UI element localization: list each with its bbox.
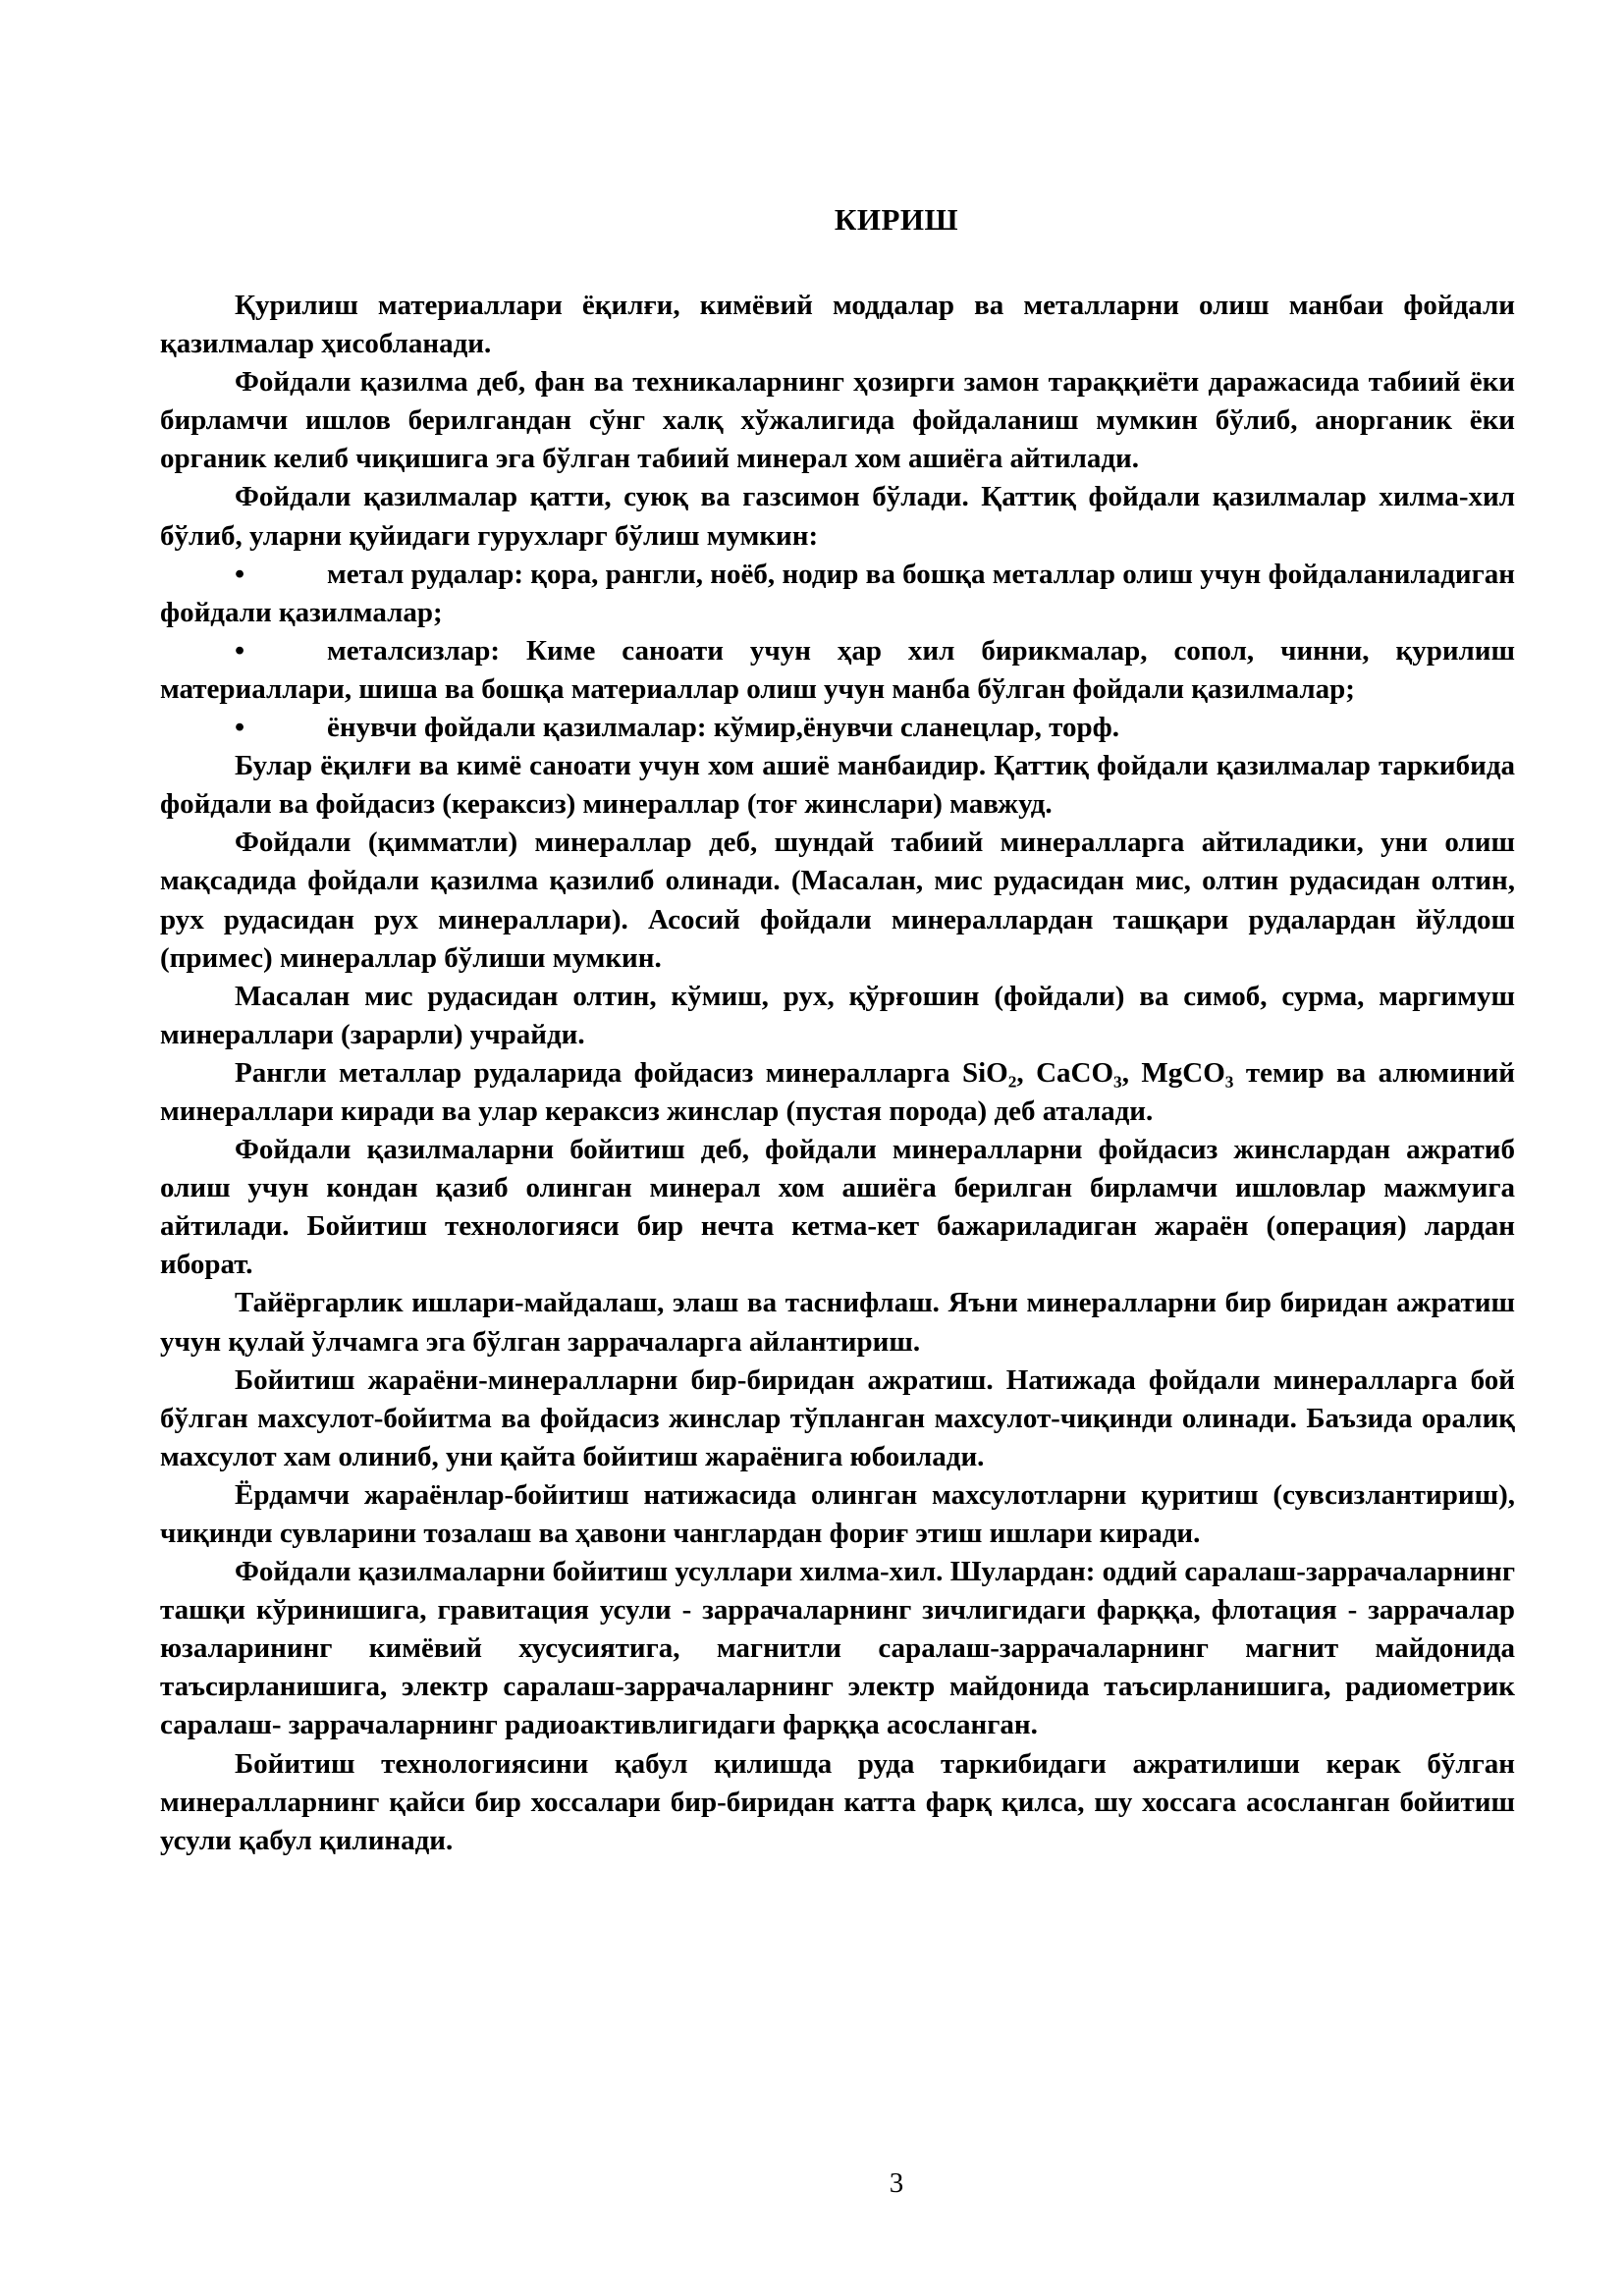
paragraph: Фойдали қазилма деб, фан ва техникаларнинг ҳозирги замон тараққиёти даражасида табиий ёки бирламчи ишлов берилгандан сўнг халқ хўжалигида фойдаланиш мумкин бўлиб, анорганик ёки органик келиб чиқишига эга бўлган табиий минерал хом ашиёга айтилади. bbox=[160, 366, 1515, 475]
page-number: 3 bbox=[889, 2167, 904, 2199]
paragraph: Фойдали қазилмалар қатти, суюқ ва газсимон бўлади. Қаттиқ фойдали қазилмалар хилма-хил бўлиб, уларни қуйидаги гурухларг бўлиш мумкин: bbox=[160, 481, 1515, 552]
bullet-item bbox=[160, 632, 1515, 709]
bullet-item bbox=[160, 556, 1515, 632]
document-body bbox=[160, 287, 1515, 1860]
bullet-text: метал рудалар: қора, рангли, ноёб, нодир ва бошқа металлар олиш учун фойдаланиладиган фойдали қазилмалар; bbox=[160, 558, 1515, 628]
paragraph: Фойдали қазилмаларни бойитиш деб, фойдали минералларни фойдасиз жинслардан ажратиб олиш учун кондан қазиб олинган минерал хом ашиёга берилган бирламчи ишловлар мажмуига айтилади. Бойитиш технологияси бир нечта кетма-кет бажариладиган жараён (операция) лардан иборат. bbox=[160, 1134, 1515, 1281]
bullet-icon: • bbox=[235, 712, 245, 744]
bullet-item bbox=[160, 709, 1515, 747]
bullet-text: ёнувчи фойдали қазилмалар: кўмир,ёнувчи сланецлар, торф. bbox=[327, 712, 1119, 744]
paragraph: Булар ёқилғи ва кимё саноати учун хом ашиё манбаидир. Қаттиқ фойдали қазилмалар таркибида фойдали ва фойдасиз (кераксиз) минераллар (тоғ жинслари) мавжуд. bbox=[160, 750, 1515, 821]
page-title: КИРИШ bbox=[834, 202, 959, 237]
paragraph: Ёрдамчи жараёнлар-бойитиш натижасида олинган махсулотларни қуритиш (сувсизлантириш), чиқинди сувларини тозалаш ва ҳавони чанглардан фориғ этиш ишлари киради. bbox=[160, 1478, 1515, 1549]
paragraph: Бойитиш технологиясини қабул қилишда руда таркибидаги ажратилиши керак бўлган минералларнинг қайси бир хоссалари бир-биридан катта фарқ қилса, шу хоссага асосланган бойитиш усули қабул қилинади. bbox=[160, 1747, 1515, 1856]
bullet-icon: • bbox=[235, 634, 245, 667]
paragraph: Фойдали (қимматли) минераллар деб, шундай табиий минералларга айтиладики, уни олиш мақсадида фойдали қазилма қазилиб олинади. (Масалан, мис рудасидан мис, олтин рудасидан олтин, рух рудасидан рух минераллари). Асосий фойдали минераллардан ташқари рудалардан йўлдош (примес) минераллар бўлиши мумкин. bbox=[160, 827, 1515, 974]
paragraph: Қурилиш материаллари ёқилғи, кимёвий моддалар ва металларни олиш манбаи фойдали қазилмалар ҳисобланади. bbox=[160, 290, 1515, 360]
paragraph: Масалан мис рудасидан олтин, кўмиш, рух, қўрғошин (фойдали) ва симоб, сурма, маргимуш минераллари (зарарли) учрайди. bbox=[160, 980, 1515, 1050]
paragraph: Рангли металлар рудаларида фойдасиз минералларга SiO₂, CaCO₃, MgCO₃ темир ва алюминий минераллари киради ва улар кераксиз жинслар (пустая порода) деб аталади. bbox=[160, 1056, 1515, 1127]
bullet-text: металсизлар: Киме саноати учун ҳар хил бирикмалар, сопол, чинни, қурилиш материаллари, шиша ва бошқа материаллар олиш учун манба бўлган фойдали қазилмалар; bbox=[160, 634, 1515, 705]
bullet-icon: • bbox=[235, 558, 245, 590]
paragraph: Бойитиш жараёни-минералларни бир-биридан ажратиш. Натижада фойдали минералларга бой бўлган махсулот-бойитма ва фойдасиз жинслар тўпланган махсулот-чиқинди олинади. Баъзида оралиқ махсулот хам олиниб, уни қайта бойитиш жараёнига юбоилади. bbox=[160, 1363, 1515, 1472]
paragraph: Фойдали қазилмаларни бойитиш усуллари хилма-хил. Шулардан: оддий саралаш-заррачаларнинг ташқи кўринишига, гравитация усули - заррачаларнинг зичлигидаги фарққа, флотация - заррачалар юзаларининг кимёвий хусусиятига, магнитли саралаш-заррачаларнинг магнит майдонида таъсирланишига, электр саралаш-заррачаларнинг электр майдонида таъсирланишига, радиометрик саралаш- заррачаларнинг радиоактивлигидаги фарққа асосланган. bbox=[160, 1556, 1515, 1741]
document-page bbox=[160, 0, 1515, 2296]
paragraph: Тайёргарлик ишлари-майдалаш, элаш ва таснифлаш. Яъни минералларни бир биридан ажратиш учун қулай ўлчамга эга бўлган заррачаларга айлантириш. bbox=[160, 1287, 1515, 1358]
